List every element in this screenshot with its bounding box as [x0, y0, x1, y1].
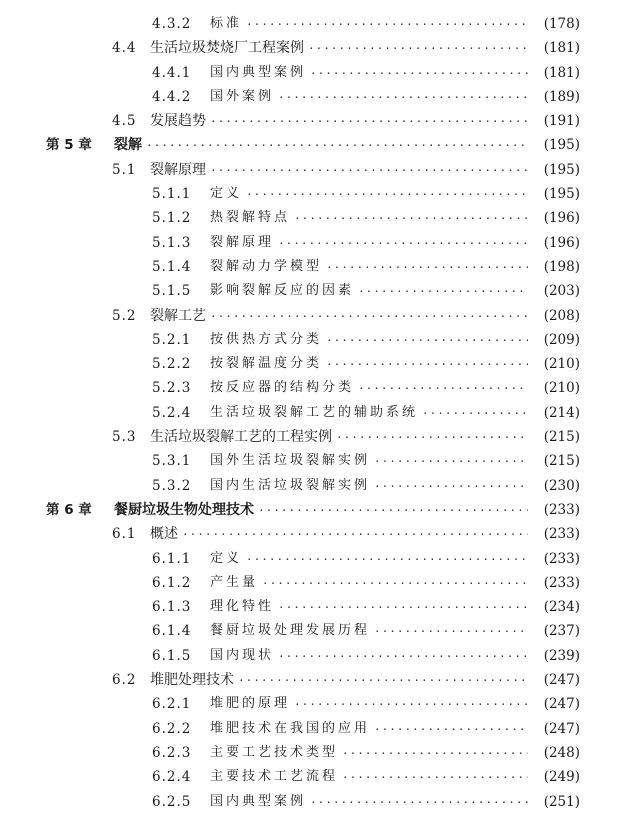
toc-entry-page: (181) — [543, 64, 580, 81]
toc-entry-number: 5.2 — [112, 307, 137, 324]
toc-entry-page: (251) — [543, 793, 580, 810]
toc-entry-number: 6.2.4 — [152, 769, 192, 786]
toc-entry-number: 5.3 — [112, 429, 137, 446]
toc-entry-page: (214) — [543, 404, 580, 421]
toc-entry-number: 5.1.2 — [152, 210, 192, 227]
toc-entry-number: 5.1 — [112, 161, 137, 178]
toc-entry-title: 国外案例 — [210, 88, 275, 104]
dot-leader — [246, 182, 528, 206]
toc-entry[interactable] — [0, 231, 618, 255]
chapter-title: 餐厨垃圾生物处理技术 — [114, 501, 254, 518]
toc-entry-number: 6.1.4 — [152, 623, 192, 640]
toc-entry-number: 6.1 — [112, 526, 137, 543]
toc-entry-page: (196) — [543, 210, 580, 227]
toc-entry-page: (195) — [543, 161, 580, 178]
toc-entry-page: (233) — [543, 501, 580, 518]
toc-entry[interactable] — [0, 765, 618, 789]
toc-entry-title: 国内现状 — [210, 647, 275, 663]
toc-entry[interactable] — [0, 644, 618, 668]
toc-entry-title: 定义 — [210, 186, 243, 202]
toc-entry-page: (247) — [543, 696, 580, 713]
toc-entry-number: 4.4 — [112, 40, 137, 57]
toc-entry-title: 按裂解温度分类 — [210, 356, 323, 372]
toc-entry-page: (210) — [543, 380, 580, 397]
toc-entry-title: 国外生活垃圾裂解实例 — [210, 453, 371, 469]
dot-leader — [336, 425, 528, 449]
toc-entry-number: 6.1.5 — [152, 647, 192, 664]
toc-entry-page: (249) — [543, 769, 580, 786]
dot-leader — [246, 12, 528, 36]
toc-entry[interactable] — [0, 255, 618, 279]
toc-entry-page: (233) — [543, 550, 580, 567]
toc-entry-page: (203) — [543, 283, 580, 300]
dot-leader — [238, 668, 528, 692]
table-of-contents — [0, 12, 618, 814]
toc-entry-number: 4.4.1 — [152, 64, 192, 81]
toc-entry-title: 热裂解特点 — [210, 210, 291, 226]
toc-entry-title: 发展趋势 — [150, 113, 206, 130]
dot-leader — [358, 279, 528, 303]
toc-entry-page: (233) — [543, 526, 580, 543]
toc-entry-number: 4.3.2 — [152, 16, 192, 32]
toc-chapter-entry[interactable] — [0, 133, 618, 157]
toc-entry-title: 餐厨垃圾处理发展历程 — [210, 623, 371, 639]
toc-entry-page: (248) — [543, 744, 580, 761]
toc-entry-page: (208) — [543, 307, 580, 324]
dot-leader — [258, 498, 528, 522]
toc-entry-number: 6.2.2 — [152, 720, 192, 737]
toc-entry[interactable] — [0, 425, 618, 449]
toc-entry-title: 生活垃圾焚烧厂工程案例 — [150, 40, 304, 57]
dot-leader — [278, 595, 528, 619]
toc-entry-title: 裂解原理 — [150, 161, 206, 178]
toc-entry[interactable] — [0, 85, 618, 109]
dot-leader — [374, 717, 528, 741]
toc-entry[interactable] — [0, 668, 618, 692]
toc-entry-page: (178) — [543, 16, 580, 32]
dot-leader — [294, 692, 528, 716]
toc-entry-page: (189) — [543, 88, 580, 105]
toc-entry-page: (247) — [543, 672, 580, 689]
toc-entry-page: (215) — [543, 453, 580, 470]
toc-entry-page: (237) — [543, 623, 580, 640]
dot-leader — [278, 85, 528, 109]
dot-leader — [294, 206, 528, 230]
toc-entry-title: 裂解动力学模型 — [210, 258, 323, 274]
chapter-number: 第 6 章 — [46, 501, 92, 518]
chapter-number: 第 5 章 — [46, 137, 92, 154]
toc-entry-page: (191) — [543, 113, 580, 130]
toc-entry-number: 5.2.1 — [152, 331, 192, 348]
toc-entry-page: (239) — [543, 647, 580, 664]
toc-entry-title: 生活垃圾裂解工艺的辅助系统 — [210, 404, 419, 420]
toc-entry-number: 5.1.4 — [152, 258, 192, 275]
toc-entry-number: 5.2.4 — [152, 404, 192, 421]
toc-entry-title: 主要工艺技术类型 — [210, 744, 339, 760]
toc-entry-title: 标准 — [210, 16, 243, 31]
toc-entry-page: (195) — [543, 137, 580, 154]
toc-entry-number: 5.3.1 — [152, 453, 192, 470]
dot-leader — [342, 765, 528, 789]
toc-entry[interactable] — [0, 790, 618, 814]
toc-entry-title: 国内生活垃圾裂解实例 — [210, 477, 371, 493]
toc-entry[interactable] — [0, 547, 618, 571]
toc-entry[interactable] — [0, 304, 618, 328]
toc-entry-page: (195) — [543, 186, 580, 203]
toc-entry-number: 6.1.3 — [152, 599, 192, 616]
toc-entry-page: (181) — [543, 40, 580, 57]
toc-entry[interactable] — [0, 182, 618, 206]
toc-entry[interactable] — [0, 474, 618, 498]
toc-entry[interactable] — [0, 279, 618, 303]
toc-entry-title: 国内典型案例 — [210, 793, 307, 809]
dot-leader — [326, 328, 528, 352]
toc-entry[interactable] — [0, 595, 618, 619]
toc-entry-number: 6.1.2 — [152, 574, 192, 591]
toc-entry[interactable] — [0, 522, 618, 546]
toc-entry[interactable] — [0, 571, 618, 595]
dot-leader — [374, 449, 528, 473]
toc-entry[interactable] — [0, 109, 618, 133]
dot-leader — [210, 109, 528, 133]
toc-entry-number: 6.2 — [112, 672, 137, 689]
toc-entry[interactable] — [0, 692, 618, 716]
toc-entry-page: (198) — [543, 258, 580, 275]
toc-chapter-entry[interactable] — [0, 498, 618, 522]
toc-entry-page: (196) — [543, 234, 580, 251]
toc-entry-number: 6.2.1 — [152, 696, 192, 713]
dot-leader — [210, 304, 528, 328]
dot-leader — [146, 133, 528, 157]
toc-entry-number: 5.1.3 — [152, 234, 192, 251]
toc-entry-title: 裂解原理 — [210, 234, 275, 250]
toc-entry[interactable] — [0, 352, 618, 376]
toc-entry[interactable] — [0, 158, 618, 182]
toc-entry-page: (247) — [543, 720, 580, 737]
dot-leader — [422, 401, 528, 425]
toc-entry[interactable] — [0, 12, 618, 36]
dot-leader — [310, 790, 528, 814]
toc-entry-page: (209) — [543, 331, 580, 348]
dot-leader — [374, 619, 528, 643]
dot-leader — [326, 255, 528, 279]
toc-entry-number: 5.1.1 — [152, 186, 192, 203]
toc-entry-number: 5.3.2 — [152, 477, 192, 494]
dot-leader — [326, 352, 528, 376]
toc-entry-number: 6.1.1 — [152, 550, 192, 567]
toc-entry-page: (215) — [543, 429, 580, 446]
toc-entry-title: 理化特性 — [210, 599, 275, 615]
toc-entry[interactable] — [0, 328, 618, 352]
dot-leader — [246, 547, 528, 571]
toc-entry[interactable] — [0, 36, 618, 60]
toc-entry-title: 堆肥技术在我国的应用 — [210, 720, 371, 736]
toc-entry[interactable] — [0, 717, 618, 741]
chapter-title: 裂解 — [114, 137, 142, 154]
toc-entry[interactable] — [0, 619, 618, 643]
toc-entry-number: 5.2.3 — [152, 380, 192, 397]
toc-entry-number: 5.1.5 — [152, 283, 192, 300]
toc-entry[interactable] — [0, 206, 618, 230]
toc-entry-title: 产生量 — [210, 574, 259, 590]
toc-entry-number: 6.2.5 — [152, 793, 192, 810]
toc-entry-title: 按反应器的结构分类 — [210, 380, 355, 396]
dot-leader — [308, 36, 528, 60]
toc-entry[interactable] — [0, 376, 618, 400]
dot-leader — [182, 522, 528, 546]
toc-entry-number: 4.5 — [112, 113, 137, 130]
toc-entry-title: 按供热方式分类 — [210, 331, 323, 347]
toc-entry[interactable] — [0, 61, 618, 85]
toc-entry-number: 6.2.3 — [152, 744, 192, 761]
toc-entry-page: (234) — [543, 599, 580, 616]
dot-leader — [262, 571, 528, 595]
toc-entry-title: 堆肥处理技术 — [150, 672, 234, 689]
toc-entry-title: 堆肥的原理 — [210, 696, 291, 712]
dot-leader — [278, 644, 528, 668]
dot-leader — [342, 741, 528, 765]
toc-entry-title: 概述 — [150, 526, 178, 543]
toc-entry-page: (233) — [543, 574, 580, 591]
toc-entry[interactable] — [0, 449, 618, 473]
toc-entry[interactable] — [0, 741, 618, 765]
toc-entry-title: 国内典型案例 — [210, 64, 307, 80]
dot-leader — [358, 376, 528, 400]
toc-entry-number: 5.2.2 — [152, 356, 192, 373]
toc-entry-title: 影响裂解反应的因素 — [210, 283, 355, 299]
toc-entry-page: (230) — [543, 477, 580, 494]
dot-leader — [210, 158, 528, 182]
toc-entry-title: 定义 — [210, 550, 243, 566]
toc-entry[interactable] — [0, 401, 618, 425]
dot-leader — [310, 61, 528, 85]
dot-leader — [374, 474, 528, 498]
toc-entry-title: 裂解工艺 — [150, 307, 206, 324]
toc-entry-page: (210) — [543, 356, 580, 373]
dot-leader — [278, 231, 528, 255]
toc-entry-title: 主要技术工艺流程 — [210, 769, 339, 785]
toc-entry-number: 4.4.2 — [152, 88, 192, 105]
toc-entry-title: 生活垃圾裂解工艺的工程实例 — [150, 429, 332, 446]
